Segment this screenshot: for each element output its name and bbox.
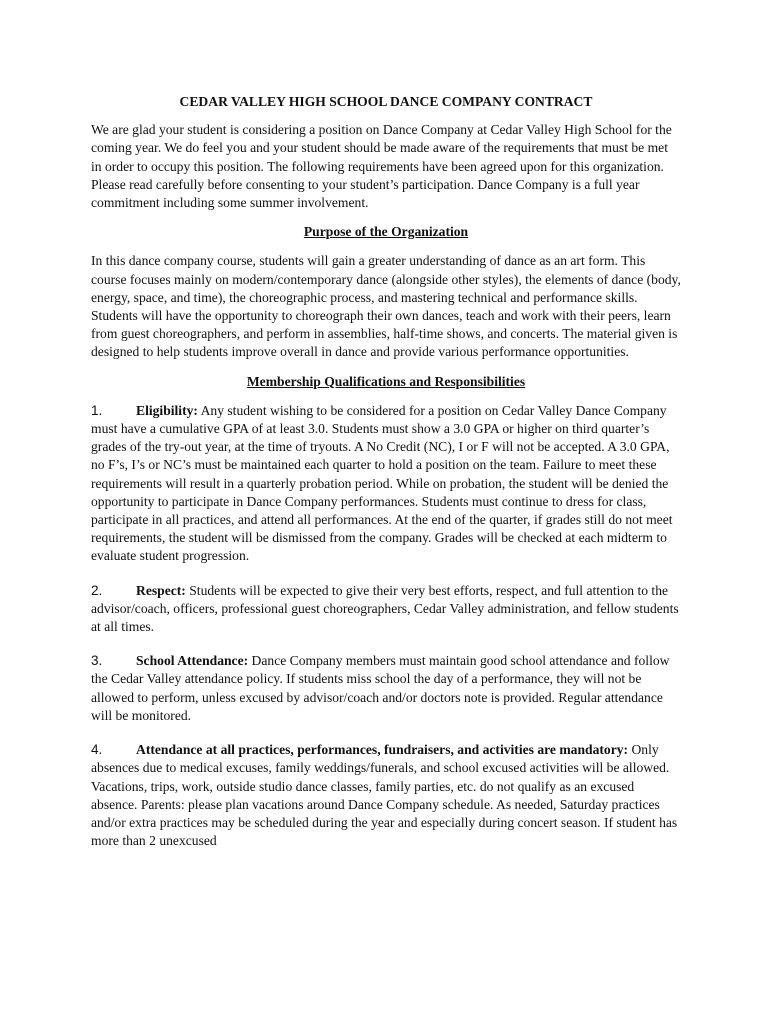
purpose-heading: Purpose of the Organization	[303, 224, 469, 240]
purpose-paragraph: In this dance company course, students will gain a greater understanding of dance as an art form. This course focuses mainly on modern/contemporary dance (alongside other styles), the elements of dance (body, energy, space, and time), the choreographic process, and mastering technical and performance skills. Students will have the opportunity to choreograph their own dances, teach and work with their peers, learn from guest choreographers, and perform in assemblies, half-time shows, and concerts. The material given is designed to help students improve overall in dance and provide various performance opportunities.	[91, 253, 681, 360]
item-lead: Attendance at all practices, performances, fundraisers, and activities are mandatory:	[136, 742, 629, 758]
item-number: 2.	[91, 582, 103, 598]
item-lead: Eligibility:	[136, 402, 198, 418]
list-item-respect	[91, 582, 681, 637]
item-lead: School Attendance:	[136, 653, 249, 669]
item-text: Only absences due to medical excuses, family weddings/funerals, and school excused activities will be allowed. Vacations, trips, work, outside studio dance classes, family parties, etc. do not qualify as an excused absence. Parents: please plan vacations around Dance Company schedule. As needed, Saturday practices and/or extra practices may be scheduled during the year and especially during concert season. If student has more than 2 unexcused	[91, 742, 678, 849]
item-text: Students will be expected to give their very best efforts, respect, and full attention to the advisor/coach, officers, professional guest choreographers, Cedar Valley administration, and fellow students at all times.	[91, 582, 679, 635]
membership-heading: Membership Qualifications and Responsibilities	[246, 373, 526, 389]
contract-page	[91, 93, 681, 866]
item-number: 4.	[91, 742, 103, 758]
item-number: 1.	[91, 402, 103, 418]
item-number: 3.	[91, 653, 103, 669]
document-title: CEDAR VALLEY HIGH SCHOOL DANCE COMPANY CONTRACT	[179, 94, 593, 109]
item-text: Any student wishing to be considered for a position on Cedar Valley Dance Company must have a cumulative GPA of at least 3.0. Students must show a 3.0 GPA or higher on third quarter’s grades of the try-out year, at the time of tryouts. A No Credit (NC), I or F will not be accepted. A 3.0 GPA, no F’s, I’s or NC’s must be maintained each quarter to hold a position on the team. Failure to meet these requirements will result in a quarterly probation period. While on probation, the student will be denied the opportunity to participate in Dance Company performances. Students must continue to dress for class, participate in all practices, and attend all performances. At the end of the quarter, if grades still do not meet requirements, the student will be dismissed from the company. Grades will be checked at each midterm to evaluate student progression.	[91, 402, 673, 564]
list-item-eligibility	[91, 402, 681, 566]
item-lead: Respect:	[136, 582, 186, 598]
list-item-mandatory-attendance	[91, 741, 681, 850]
intro-paragraph: We are glad your student is considering a position on Dance Company at Cedar Valley High School for the coming year. We do feel you and your student should be made aware of the requirements that must be met in order to occupy this position. The following requirements have been agreed upon for this organization. Please read carefully before consenting to your student’s participation. Dance Company is a full year commitment including some summer involvement.	[91, 122, 672, 211]
item-text: Dance Company members must maintain good school attendance and follow the Cedar Valley attendance policy. If students miss school the day of a performance, they will not be allowed to perform, unless excused by advisor/coach and/or doctors note is provided. Regular attendance will be monitored.	[91, 653, 670, 723]
list-item-school-attendance	[91, 652, 681, 725]
